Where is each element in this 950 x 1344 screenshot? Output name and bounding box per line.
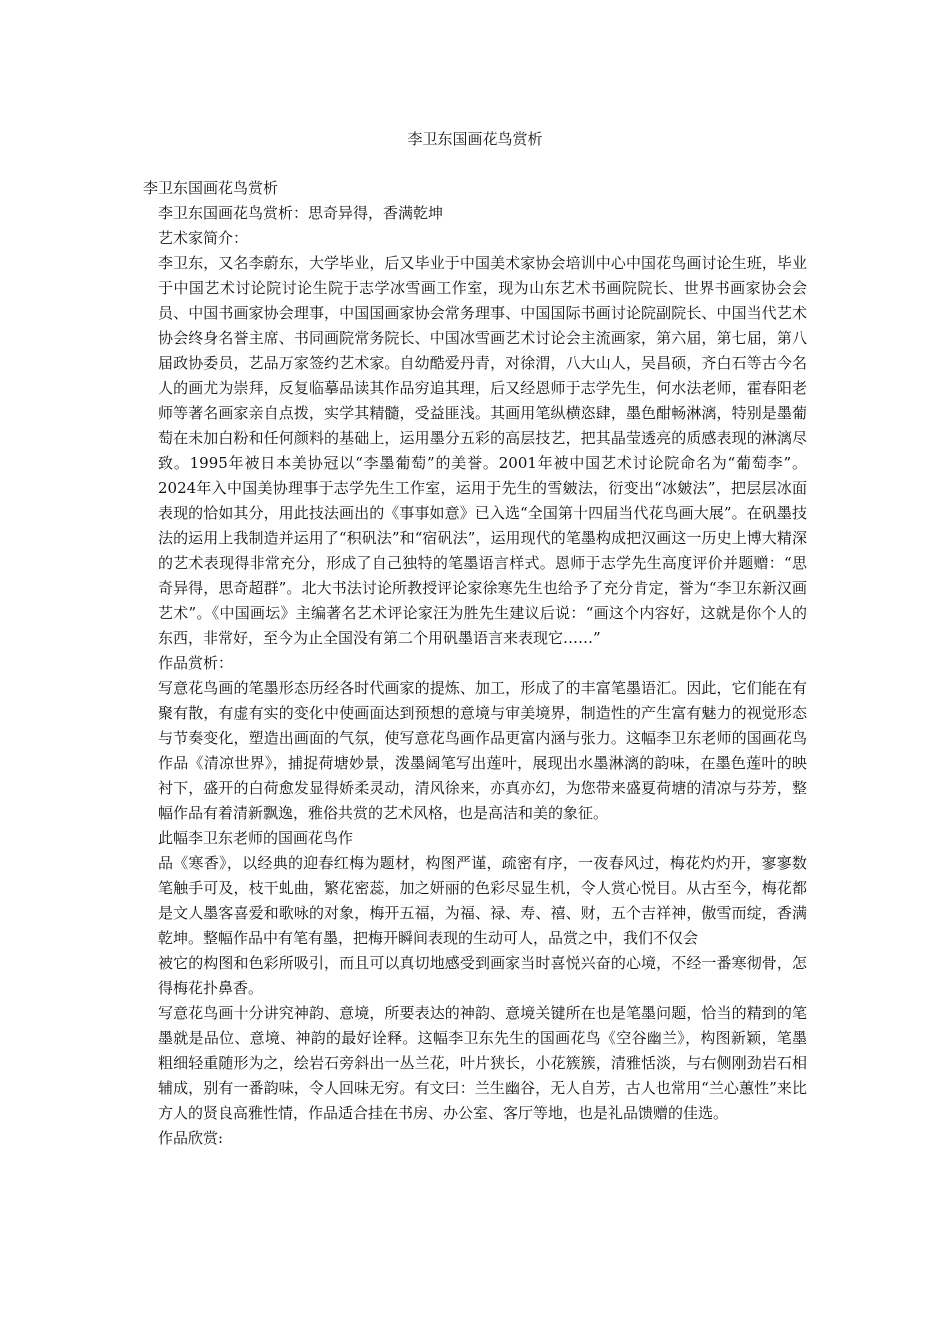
analysis-paragraph-plum-intro: 此幅李卫东老师的国画花鸟作 [158,829,354,847]
section-label-appreciation: 作品欣赏: [158,1129,224,1147]
section-label-artist-intro: 艺术家简介： [158,229,249,247]
analysis-paragraph-plum-cont: 被它的构图和色彩所吸引，而且可以真切地感受到画家当时喜悦兴奋的心境，不经一番寒彻骨，怎得梅花扑鼻香。 [158,954,807,997]
document-title: 李卫东国画花鸟赏析 [407,130,543,148]
analysis-paragraph-plum: 品《寒香》，以经典的迎春红梅为题材，构图严谨，疏密有序，一夜春风过，梅花灼灼开，寥寥数笔触手可及，枝干虬曲，繁花密蕊，加之妍丽的色彩尽显生机，令人赏心悦目。从古至今，梅花都是文人墨客喜爱和歌咏的对象，梅开五福，为福、禄、寿、禧、财，五个吉祥神，傲雪而绽，香满乾坤。整幅作品中有笔有墨，把梅开瞬间表现的生动可人，品赏之中，我们不仅会 [158,854,807,947]
analysis-paragraph-orchid: 写意花鸟画十分讲究神韵、意境，所要表达的神韵、意境关键所在也是笔墨问题，恰当的精到的笔墨就是品位、意境、神韵的最好诠释。这幅李卫东先生的国画花鸟《空谷幽兰》，构图新颖，笔墨粗细轻重随形为之，绘岩石旁斜出一丛兰花，叶片狭长，小花簇簇，清雅恬淡，与右侧刚劲岩石相辅成，别有一番韵味，令人回味无穷。有文曰：兰生幽谷，无人自芳，古人也常用“兰心蕙性”来比方人的贤良高雅性情，作品适合挂在书房、办公室、客厅等地，也是礼品馈赠的佳选。 [158,1004,807,1122]
analysis-paragraph-lotus: 写意花鸟画的笔墨形态历经各时代画家的提炼、加工，形成了的丰富笔墨语汇。因此，它们能在有聚有散，有虚有实的变化中使画面达到预想的意境与审美境界，制造性的产生富有魅力的视觉形态与节奏变化，塑造出画面的气氛，使写意花鸟画作品更富内涵与张力。这幅李卫东老师的国画花鸟作品《清凉世界》，捕捉荷塘妙景，泼墨阔笔写出莲叶，展现出水墨淋漓的韵味，在墨色莲叶的映衬下，盛开的白荷愈发显得娇柔灵动，清风徐来，亦真亦幻，为您带来盛夏荷塘的清凉与芬芳，整幅作品有着清新飘逸，雅俗共赏的艺术风格，也是高洁和美的象征。 [158,679,807,822]
subtitle-paragraph: 李卫东国画花鸟赏析：思奇异得，香满乾坤 [158,204,444,222]
section-label-work-analysis: 作品赏析： [158,654,234,672]
document-body [143,176,807,1151]
artist-bio-paragraph: 李卫东，又名李蔚东，大学毕业，后又毕业于中国美术家协会培训中心中国花鸟画讨论生班，毕业于中国艺术讨论院讨论生院于志学冰雪画工作室，现为山东艺术书画院院长、世界书画家协会会员、中国书画家协会理事，中国国画家协会常务理事、中国国际书画讨论院副院长、中国当代艺术协会终身名誉主席、书同画院常务院长、中国冰雪画艺术讨论会主流画家，第六届，第七届，第八届政协委员，艺品万家签约艺术家。自幼酷爱丹青，对徐渭，八大山人，吴昌硕，齐白石等古今名人的画尤为崇拜，反复临摹品读其作品穷追其理，后又经恩师于志学先生，何水法老师，霍春阳老师等著名画家亲自点拨，实学其精髓，受益匪浅。其画用笔纵横恣肆，墨色酣畅淋漓，特别是墨葡萄在未加白粉和任何颜料的基础上，运用墨分五彩的高层技艺，把其晶莹透亮的质感表现的淋漓尽致。1995年被日本美协冠以“李墨葡萄”的美誉。2001年被中国艺术讨论院命名为“葡萄李”。2024年入中国美协理事于志学先生工作室，运用于先生的雪皴法，衍变出“冰皴法”，把层层冰面表现的恰如其分，用此技法画出的《事事如意》已入选“全国第十四届当代花鸟画大展”。在矾墨技法的运用上我制造并运用了“积矾法”和“宿矾法”，运用现代的笔墨构成把汉画这一历史上博大精深的艺术表现得非常充分，形成了自己独特的笔墨语言样式。恩师于志学先生高度评价并题赠：“思奇异得，思奇超群”。北大书法讨论所教授评论家徐寒先生也给予了充分肯定，誉为“李卫东新汉画艺术”。《中国画坛》主编著名艺术评论家汪为胜先生建议后说：“画这个内容好，这就是你个人的东西，非常好，至今为止全国没有第二个用矾墨语言来表现它……” [158,254,807,647]
heading-paragraph: 李卫东国画花鸟赏析 [143,179,279,197]
